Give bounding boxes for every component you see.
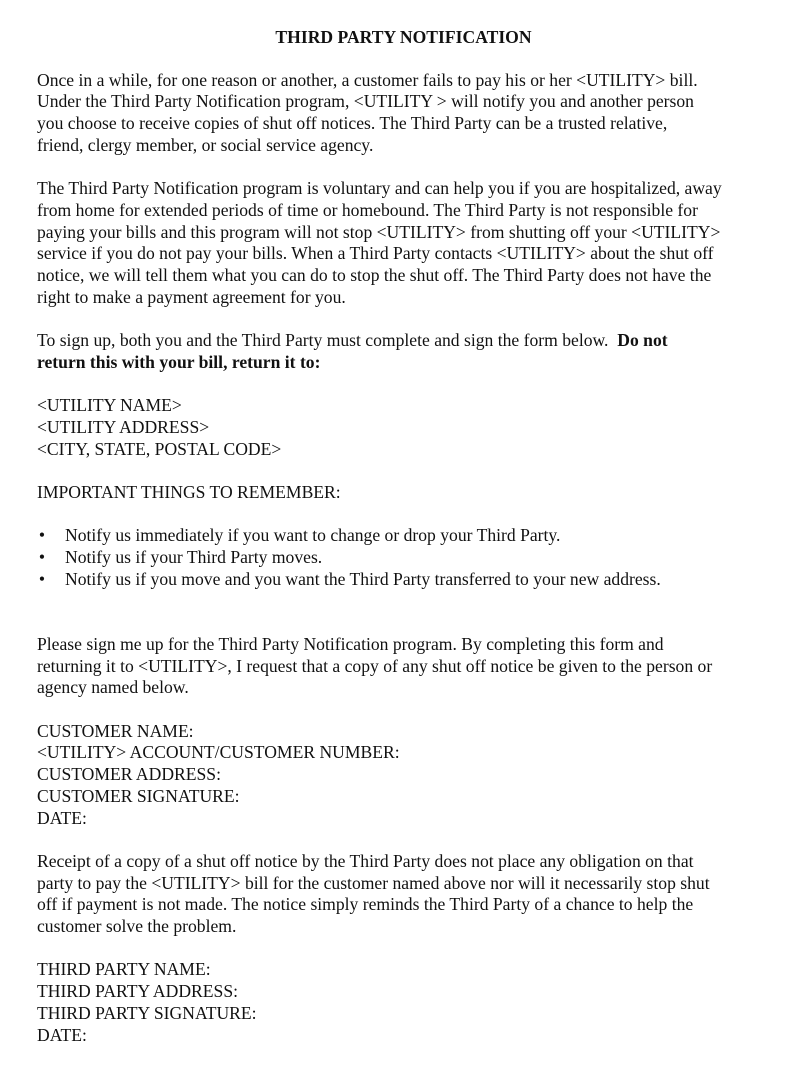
bullet-icon: • [38,525,46,546]
signup-paragraph [37,330,777,373]
list-item-text: Notify us immediately if you want to change or drop your Third Party. [65,525,561,546]
important-list [37,525,777,590]
text-line [37,330,777,352]
important-heading: IMPORTANT THINGS TO REMEMBER: [37,482,341,502]
text-line: Receipt of a copy of a shut off notice by the Third Party does not place any obligation on that [37,850,694,871]
customer-address-field: CUSTOMER ADDRESS: [37,764,221,785]
signup-instruction: To sign up, both you and the Third Party must complete and sign the form below. [37,330,618,351]
text-line: right to make a payment agreement for you. [37,286,346,307]
text-line: off if payment is not made. The notice simply reminds the Third Party of a chance to help the [37,894,694,915]
intro-paragraph [37,70,777,157]
bullet-icon: • [38,568,46,589]
customer-account-field: <UTILITY> ACCOUNT/CUSTOMER NUMBER: [37,742,400,763]
text-line: paying your bills and this program will not stop <UTILITY> from shutting off your <UTILITY> [37,221,721,242]
customer-name-field: CUSTOMER NAME: [37,720,194,741]
text-line: from home for extended periods of time or homebound. The Third Party is not responsible for [37,199,698,220]
list-item [37,525,777,547]
text-line: The Third Party Notification program is voluntary and can help you if you are hospitalized, away [37,178,722,199]
customer-fields [37,721,777,830]
text-line: returning it to <UTILITY>, I request that a copy of any shut off notice be given to the person or [37,655,713,676]
list-item [37,547,777,569]
program-paragraph [37,178,777,308]
text-line: Once in a while, for one reason or another, a customer fails to pay his or her <UTILITY> bill. [37,69,698,90]
third-party-name-field: THIRD PARTY NAME: [37,959,211,980]
text-line: friend, clergy member, or social service agency. [37,134,374,155]
signup-warning: Do not [617,330,668,351]
signup-warning-continued: return this with your bill, return it to: [37,351,321,372]
list-item-text: Notify us if your Third Party moves. [65,547,323,568]
text-line: service if you do not pay your bills. When a Third Party contacts <UTILITY> about the shut off [37,243,714,264]
bullet-icon: • [38,547,46,568]
utility-address: <UTILITY ADDRESS> [37,416,210,437]
text-line: you choose to receive copies of shut off notices. The Third Party can be a trusted relative, [37,113,668,134]
text-line: agency named below. [37,677,189,698]
utility-city-state: <CITY, STATE, POSTAL CODE> [37,438,282,459]
third-party-fields [37,959,777,1046]
utility-name: <UTILITY NAME> [37,395,182,416]
text-line: Please sign me up for the Third Party Notification program. By completing this form and [37,633,664,654]
text-line: notice, we will tell them what you can do to stop the shut off. The Third Party does not have the [37,265,712,286]
list-item [37,569,777,591]
customer-signature-field: CUSTOMER SIGNATURE: [37,785,240,806]
text-line: party to pay the <UTILITY> bill for the customer named above nor will it necessarily stop shut [37,872,710,893]
third-party-signature-field: THIRD PARTY SIGNATURE: [37,1002,257,1023]
text-line: Under the Third Party Notification program, <UTILITY > will notify you and another person [37,91,694,112]
document-title: THIRD PARTY NOTIFICATION [275,27,532,47]
request-paragraph [37,634,777,699]
text-line: customer solve the problem. [37,916,237,936]
third-party-date-field: DATE: [37,1024,87,1045]
customer-date-field: DATE: [37,807,87,828]
receipt-paragraph [37,851,777,938]
third-party-address-field: THIRD PARTY ADDRESS: [37,981,238,1002]
list-item-text: Notify us if you move and you want the Third Party transferred to your new address. [65,568,661,589]
utility-address-block [37,395,777,460]
